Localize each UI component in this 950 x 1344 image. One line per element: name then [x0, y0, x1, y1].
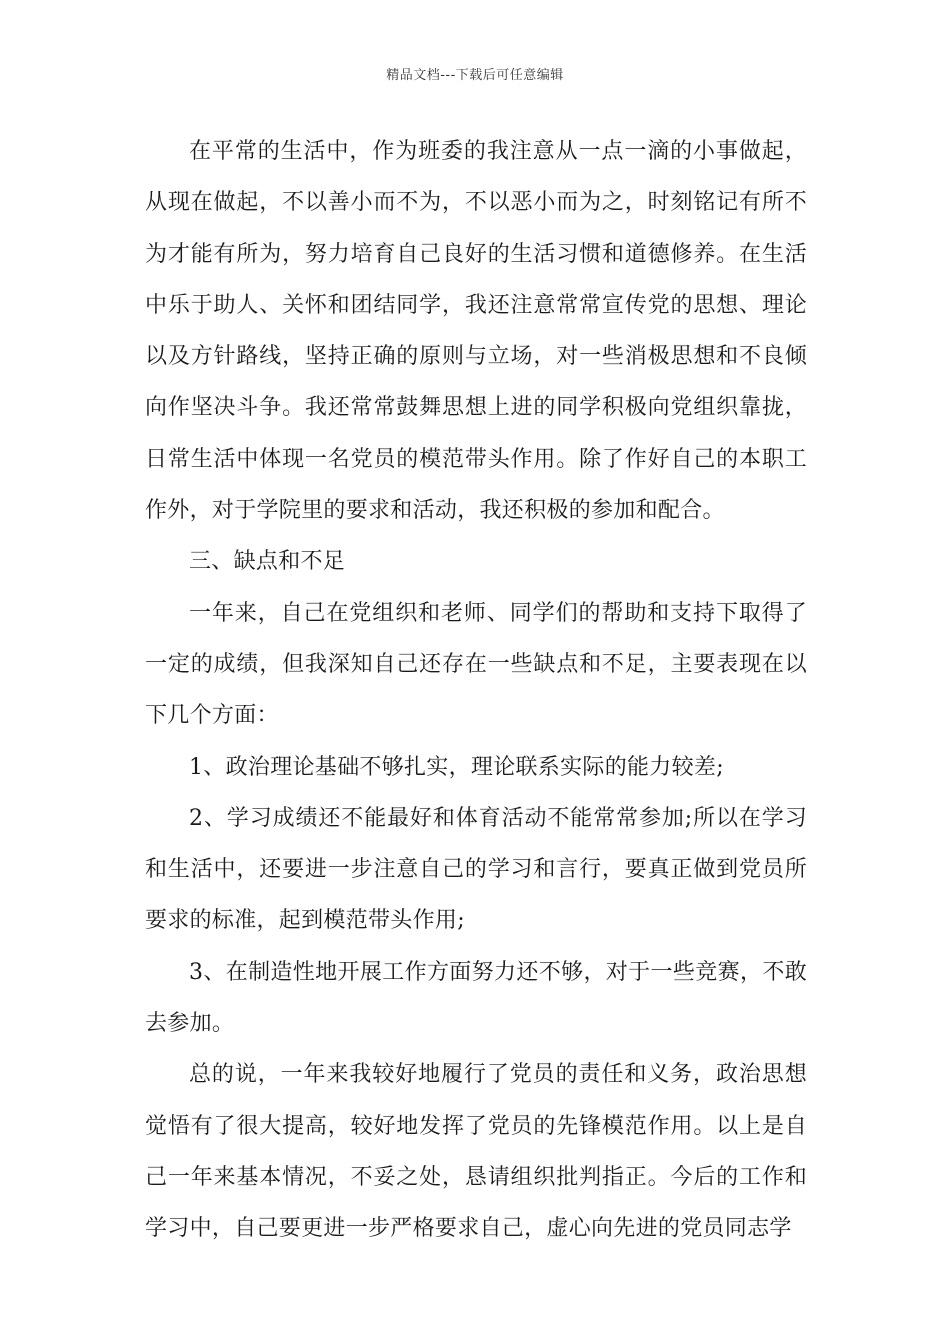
page-header: 精品文档---下载后可任意编辑 [386, 68, 564, 83]
section-heading-shortcomings: 三、缺点和不足 [189, 549, 346, 575]
list-item-1: 1、政治理论基础不够扎实，理论联系实际的能力较差; [189, 754, 724, 780]
list-item-2: 2、学习成绩还不能最好和体育活动不能常常参加;所以在学习和生活中，还要进一步注意自己的学习和言行，要真正做到党员所要求的标准，起到模范带头作用; [145, 805, 807, 934]
paragraph-shortcomings-intro: 一年来，自己在党组织和老师、同学们的帮助和支持下取得了一定的成绩，但我深知自己还存在一些缺点和不足，主要表现在以下几个方面： [145, 600, 807, 729]
document-body [145, 126, 807, 1255]
paragraph-summary: 总的说，一年来我较好地履行了党员的责任和义务，政治思想觉悟有了很大提高，较好地发挥了党员的先锋模范作用。以上是自己一年来基本情况，不妥之处，恳请组织批判指正。今后的工作和学习中，自己要更进一步严格要求自己，虚心向先进的党员同志学 [145, 1062, 807, 1242]
paragraph-class-committee-life: 在平常的生活中，作为班委的我注意从一点一滴的小事做起，从现在做起，不以善小而不为，不以恶小而为之，时刻铭记有所不为才能有所为，努力培育自己良好的生活习惯和道德修养。在生活中乐于助人、关怀和团结同学，我还注意常常宣传党的思想、理论以及方针路线，坚持正确的原则与立场，对一些消极思想和不良倾向作坚决斗争。我还常常鼓舞思想上进的同学积极向党组织靠拢，日常生活中体现一名党员的模范带头作用。除了作好自己的本职工作外，对于学院里的要求和活动，我还积极的参加和配合。 [145, 139, 807, 524]
list-item-3: 3、在制造性地开展工作方面努力还不够，对于一些竞赛，不敢去参加。 [145, 959, 807, 1037]
